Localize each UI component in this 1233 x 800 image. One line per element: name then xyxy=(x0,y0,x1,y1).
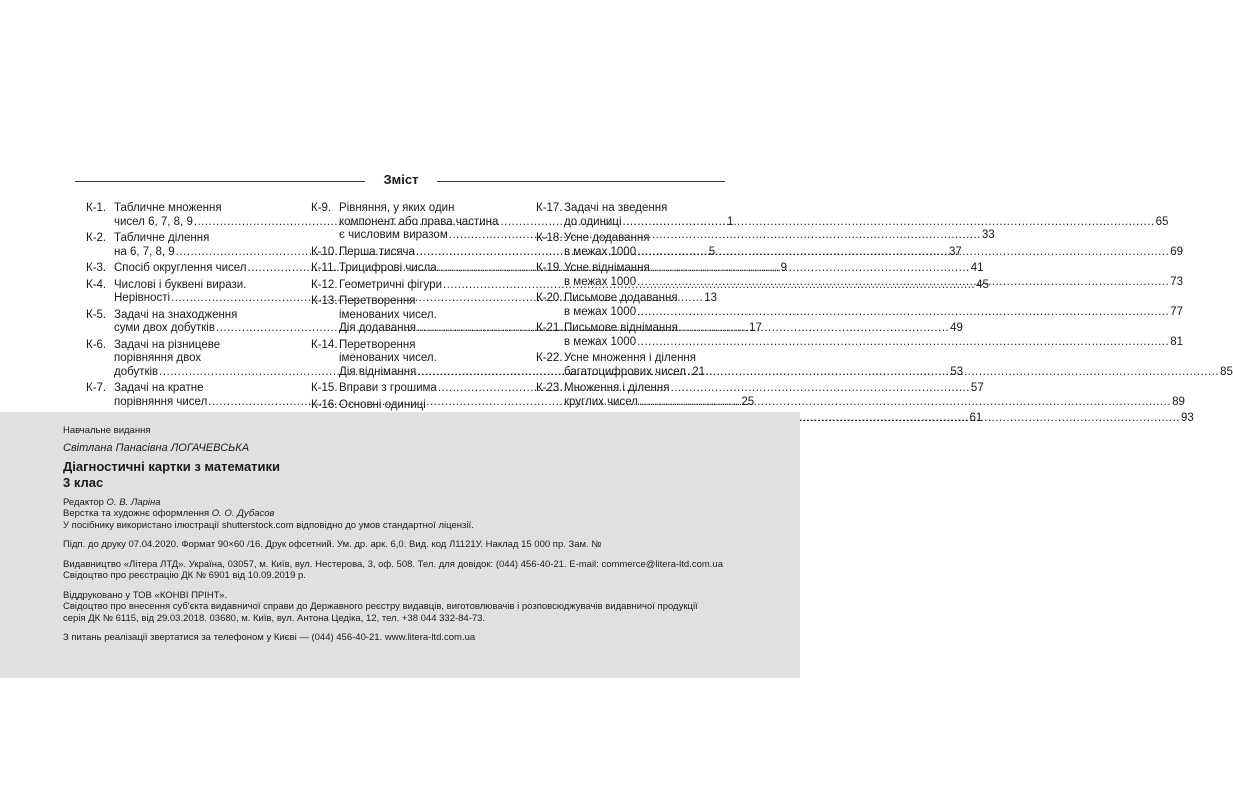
toc-entry-line xyxy=(564,336,1183,350)
toc-entry-line xyxy=(564,382,1185,396)
toc-entry-code: К-4. xyxy=(86,278,107,291)
printer-cert-2: серія ДК № 6115, від 29.03.2018. 03680, м. Київ, вул. Антона Цедіка, 12, тел. +38 044 332-84-73. xyxy=(63,612,486,624)
toc-entry-text: Дія додавання xyxy=(339,322,417,334)
toc-entry-code: К-2. xyxy=(86,232,107,244)
toc-entry-code: К-15. xyxy=(311,382,338,394)
toc-entry-text: Усне додавання xyxy=(564,232,650,244)
toc-entry-body xyxy=(564,202,1168,229)
toc-entry-code: К-19. xyxy=(536,262,563,274)
toc-leader-dots xyxy=(637,306,1169,320)
toc-entry-line xyxy=(564,232,1183,246)
toc-entry-line xyxy=(564,292,1183,306)
toc-page-number: 5 xyxy=(708,245,716,258)
toc-entry-text: Спосіб округлення чисел xyxy=(114,262,247,274)
toc-page-number: 21 xyxy=(692,365,706,378)
toc-page-number: 57 xyxy=(970,382,984,394)
toc-entry-code: К-10. xyxy=(311,245,338,258)
toc-page-number: 61 xyxy=(969,412,983,424)
toc-leader-dots xyxy=(637,246,1169,260)
toc-page-number: 49 xyxy=(950,322,963,334)
toc-entry-code: К-16. xyxy=(311,398,338,411)
toc-entry-code: К-12. xyxy=(311,278,338,291)
edition-type: Навчальне видання xyxy=(63,425,151,436)
toc-entry-text: порівняння чисел xyxy=(114,395,208,408)
book-title: Діагностичні картки з математики xyxy=(63,458,281,474)
toc-entry-text: іменованих чисел. xyxy=(339,352,437,364)
toc-entry-code: К-3. xyxy=(86,262,107,274)
toc-leader-dots xyxy=(637,276,1169,290)
toc-entry-text: Табличне множення xyxy=(114,202,222,214)
toc-leader-dots xyxy=(623,216,1155,230)
toc-entry-text: порівняння двох xyxy=(114,352,202,364)
toc-entry-line xyxy=(564,246,1183,260)
toc-entry-text: Рівняння, у яких один xyxy=(339,202,455,214)
toc-entry-code: К-11. xyxy=(311,262,337,274)
toc-entry-text: Задачі на знаходження xyxy=(114,308,238,321)
toc-entry-text: Табличне ділення xyxy=(114,232,210,244)
toc-page-number: 53 xyxy=(950,365,964,378)
toc-entry-line xyxy=(564,306,1183,320)
toc-entry-text: Трицифрові числа xyxy=(339,262,437,274)
book-grade: 3 клас xyxy=(63,474,104,490)
toc-entry-text: в межах 1000 xyxy=(564,275,637,288)
toc-rule-right xyxy=(437,181,725,182)
toc-page-number: 93 xyxy=(1181,412,1194,424)
toc-page-number: 85 xyxy=(1220,365,1233,378)
toc-entry-text: в межах 1000 xyxy=(564,305,637,318)
toc-page-number: 89 xyxy=(1172,395,1185,408)
toc-entry-code: К-18. xyxy=(536,232,563,244)
toc-page-number: 77 xyxy=(1170,305,1183,318)
toc-entry-text: Усне віднімання xyxy=(564,262,650,274)
editor-label: Редактор xyxy=(63,496,104,508)
toc-page-number: 81 xyxy=(1170,335,1183,348)
toc-entry-text: чисел 6, 7, 8, 9 xyxy=(114,215,193,228)
toc-entry-text: Перетворення xyxy=(339,338,416,351)
layout-name: О. О. Дубасов xyxy=(211,508,275,519)
toc-entry-text: компонент або права частина xyxy=(339,215,499,228)
toc-entry-code: К-7. xyxy=(86,382,107,394)
toc-entry-text: Перша тисяча xyxy=(339,245,415,258)
print-info: Підп. до друку 07.04.2020. Формат 90×60 /16. Друк офсетний. Ум. др. арк. 6,0. Вид. код Л1121У. Наклад 15 000 пр. Зам. № xyxy=(63,539,602,550)
toc-entry-line xyxy=(564,322,1183,336)
toc-leader-dots xyxy=(639,396,1171,410)
toc-entry-line xyxy=(564,276,1183,290)
toc-entry-text: Нерівності xyxy=(114,292,171,304)
toc-entry-code: К-5. xyxy=(86,308,107,321)
toc-entry-text: в межах 1000 xyxy=(564,245,637,258)
toc-entry-text: Письмове додавання xyxy=(564,292,678,304)
toc-entry-body xyxy=(564,232,1183,259)
toc-entry-text: Множення і ділення xyxy=(564,382,670,394)
toc-entry-body xyxy=(564,262,1183,289)
toc-entry-code: К-13. xyxy=(311,295,338,307)
toc-entry-text: Письмове віднімання xyxy=(564,322,678,334)
toc-entry-text: Перетворення xyxy=(339,295,416,307)
toc-entry-text: суми двох добутків xyxy=(114,322,215,334)
toc-entry-text: добутків xyxy=(114,365,159,378)
toc-entry-line xyxy=(564,216,1168,230)
toc-entry-text: Задачі на різницеве xyxy=(114,338,221,351)
toc-entry-text: багатоцифрових чисел xyxy=(564,365,686,378)
toc-entry-body xyxy=(564,382,1185,409)
toc-page-number: 45 xyxy=(976,278,989,291)
toc-entry-code: К-22. xyxy=(536,352,563,364)
toc-entry-text: Числові і буквені вирази. xyxy=(114,278,247,291)
toc-entry-body xyxy=(564,292,1183,319)
toc-page-number: 69 xyxy=(1170,245,1183,258)
toc-entry xyxy=(536,292,1183,319)
toc-entry-code: К-1. xyxy=(86,202,107,214)
toc-entry-code: К-9. xyxy=(311,202,332,214)
toc-entry-text: Задачі на зведення xyxy=(564,202,668,214)
toc-entry-text: круглих чисел xyxy=(564,395,638,408)
toc-entry-text: іменованих чисел. xyxy=(339,308,437,321)
toc-entry-code: К-14. xyxy=(311,338,338,351)
publisher-info: Видавництво «Літера ЛТД». Україна, 03057, м. Київ, вул. Нестерова, 3, оф. 508. Тел. для довідок: (044) 456-40-21. E-mail: commerce@litera-ltd.com.ua xyxy=(63,558,724,570)
toc-page-number: 1 xyxy=(726,215,734,228)
toc-entry-code: К-6. xyxy=(86,338,107,351)
toc-page-number: 37 xyxy=(949,245,962,258)
toc-page-number: 33 xyxy=(981,229,995,241)
toc-entry-line xyxy=(564,352,1233,366)
toc-entry-text: Задачі на кратне xyxy=(114,382,204,394)
toc-leader-dots xyxy=(637,336,1169,350)
layout-label: Верстка та художнє оформлення xyxy=(63,508,210,519)
toc-page-number: 25 xyxy=(741,395,755,408)
editor-name: О. В. Ларіна xyxy=(106,496,161,508)
toc-entry-code: К-21. xyxy=(536,322,563,334)
toc-entry-text: до одиниці xyxy=(564,215,622,228)
toc-entry-line xyxy=(564,202,1168,216)
toc-entry-text: є числовим виразом xyxy=(339,229,448,241)
toc-entry-line xyxy=(564,396,1185,410)
toc-entry-code: К-17. xyxy=(536,202,563,214)
author: Світлана Панасівна ЛОГАЧЕВСЬКА xyxy=(63,441,250,454)
printer-cert-1: Свідоцтво про внесення суб'єкта видавничої справи до Державного реєстру видавців, виготовлювачів і розповсюджувачів видавничої продукції xyxy=(63,601,698,612)
toc-rule-left xyxy=(75,181,365,182)
toc-entry-text: в межах 1000 xyxy=(564,335,637,348)
toc-entry-text: Дія віднімання xyxy=(339,365,417,378)
illustrations-note: У посібнику використано ілюстрації shutterstock.com відповідно до умов стандартної ліцензії. xyxy=(63,519,474,531)
toc-entry-code: К-23. xyxy=(536,382,563,394)
printed-by: Віддруковано у ТОВ «КОНВІ ПРІНТ». xyxy=(63,589,228,601)
imprint-block xyxy=(0,412,800,678)
toc-entry-code: К-20. xyxy=(536,292,563,304)
toc-entry-line xyxy=(564,366,1233,380)
toc-entry-line xyxy=(564,262,1183,276)
toc-page-number: 73 xyxy=(1170,275,1183,288)
toc-entry-body xyxy=(564,352,1233,379)
toc-page-number: 9 xyxy=(780,262,788,274)
toc-entry-text: Усне множення і ділення xyxy=(564,352,697,364)
publisher-cert: Свідоцтво про реєстрацію ДК № 6901 від 10.09.2019 р. xyxy=(63,570,306,581)
toc-title: Зміст xyxy=(383,172,419,187)
toc-entry xyxy=(536,202,1169,229)
toc-header xyxy=(75,171,725,191)
editor-line xyxy=(63,497,743,509)
layout-line xyxy=(63,508,743,520)
toc-page-number: 65 xyxy=(1155,215,1169,228)
toc-entry-text: Геометричні фігури xyxy=(339,278,443,291)
toc-entry-text: Основні одиниці xyxy=(339,398,426,411)
toc-page-number: 17 xyxy=(749,322,762,334)
toc-entry-text: на 6, 7, 8, 9 xyxy=(114,245,175,258)
toc-entry-body xyxy=(564,322,1183,349)
sales-contact: З питань реалізації звертатися за телефоном у Києві — (044) 456-40-21. www.litera-ltd.com.ua xyxy=(63,632,476,643)
toc-page-number: 13 xyxy=(704,292,717,304)
toc-leader-dots xyxy=(687,366,1219,380)
toc-entry-text: Вправи з грошима xyxy=(339,382,437,394)
toc-page-number: 41 xyxy=(970,262,984,274)
